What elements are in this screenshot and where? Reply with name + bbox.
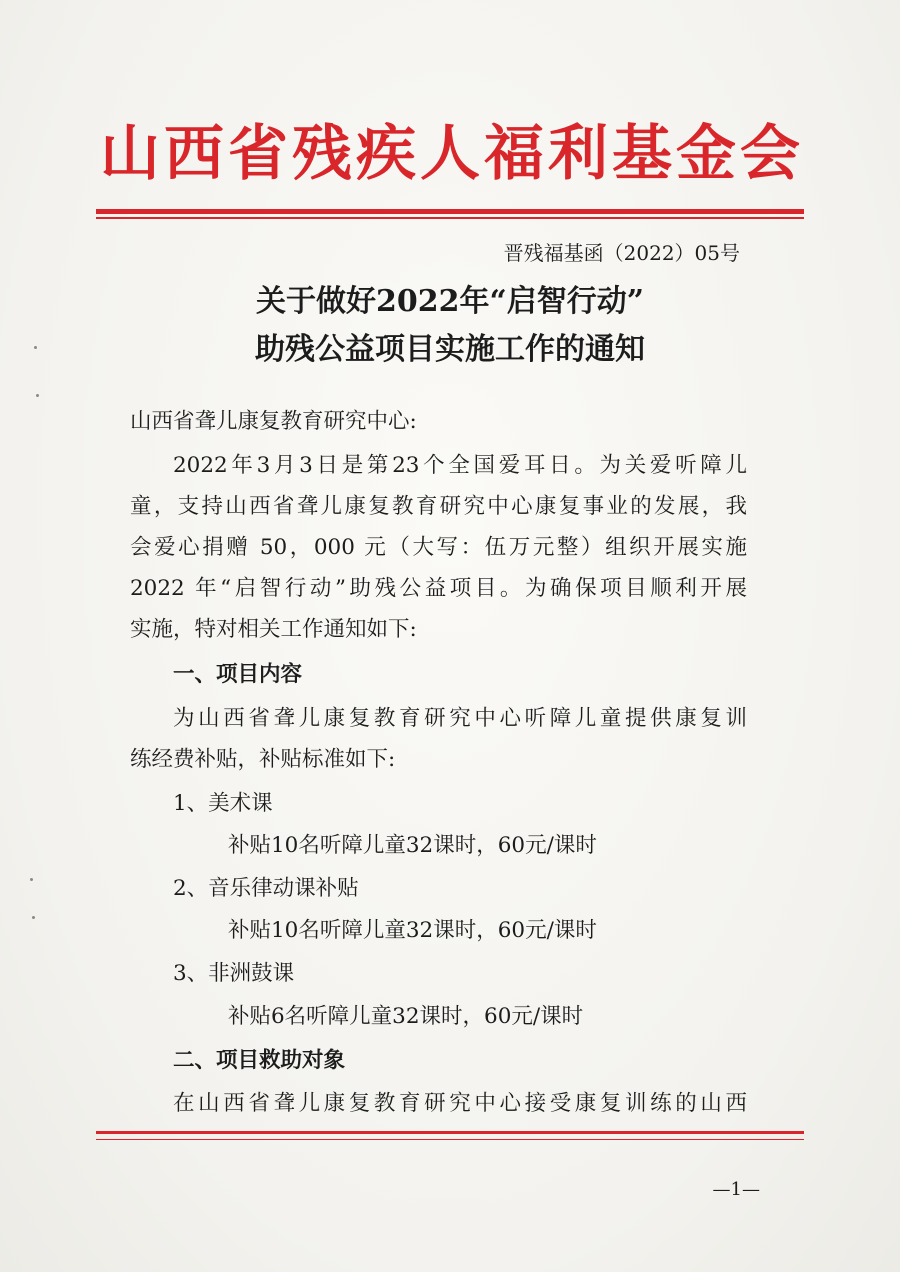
item-3-label: 3、非洲鼓课 (173, 961, 295, 986)
letterhead-rule-thin (96, 217, 804, 219)
item-2-detail: 补贴10名听障儿童32课时，60元/课时 (228, 918, 597, 943)
footer-rule-thick (96, 1131, 804, 1134)
page-number: —1— (712, 1179, 760, 1200)
section-1-line-1: 为山西省聋儿康复教育研究中心听障儿童提供康复训 (173, 706, 747, 731)
item-1-label: 1、美术课 (173, 791, 273, 816)
letterhead-title: 山西省残疾人福利基金会 (100, 119, 804, 189)
section-1-line-2: 练经费补贴，补贴标准如下: (130, 747, 396, 772)
intro-line-5: 实施，特对相关工作通知如下: (130, 617, 417, 642)
document-number: 晋残福基函（2022）05号 (503, 241, 740, 265)
letterhead-rule-thick (96, 209, 804, 214)
scan-speck (34, 346, 37, 349)
scan-speck (30, 878, 33, 881)
document-title-line-2: 助残公益项目实施工作的通知 (255, 332, 645, 367)
section-1-heading: 一、项目内容 (173, 662, 303, 687)
salutation: 山西省聋儿康复教育研究中心: (130, 409, 417, 434)
scan-speck (36, 394, 39, 397)
intro-line-2: 童，支持山西省聋儿康复教育研究中心康复事业的发展，我 (130, 494, 747, 519)
intro-line-4: 2022 年“启智行动”助残公益项目。为确保项目顺利开展 (130, 576, 747, 601)
section-2-line-1: 在山西省聋儿康复教育研究中心接受康复训练的山西 (173, 1091, 747, 1116)
section-2-heading: 二、项目救助对象 (173, 1048, 346, 1073)
item-1-detail: 补贴10名听障儿童32课时，60元/课时 (228, 833, 597, 858)
intro-line-3: 会爱心捐赠 50，000 元（大写：伍万元整）组织开展实施 (130, 535, 747, 560)
footer-rule-thin (96, 1139, 804, 1140)
scan-speck (32, 916, 35, 919)
item-2-label: 2、音乐律动课补贴 (173, 876, 359, 901)
item-3-detail: 补贴6名听障儿童32课时，60元/课时 (228, 1004, 584, 1029)
document-title-line-1: 关于做好2022年“启智行动” (255, 284, 644, 319)
intro-line-1: 2022年3月3日是第23个全国爱耳日。为关爱听障儿 (173, 453, 747, 478)
